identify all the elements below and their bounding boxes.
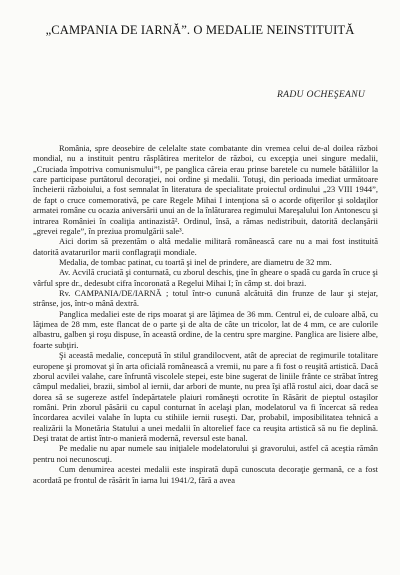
article-title: „CAMPANIA DE IARNĂ”. O MEDALIE NEINSTITUITĂ <box>45 23 355 37</box>
article-author: RADU OCHEŞEANU <box>277 89 366 100</box>
article-body <box>33 143 378 485</box>
paragraph-ribbon: Panglica medaliei este de rips moarat şi are lăţimea de 36 mm. Centrul ei, de culoare albă, cu lăţimea de 28 mm, este flancat de o parte şi de alta de câte un tricolor, lat de 4 mm, ce are culorile albastru, galben şi roşu dispuse, în această ordine, de la centru spre margine. Panglica are lisiere albe, foarte subţiri. <box>33 308 378 350</box>
paragraph-reverse: Rv. CAMPANIA/DE/IARNĂ ; totul într-o cunună alcătuită din frunze de laur şi stejar, strânse, jos, într-o mână dextră. <box>33 288 378 309</box>
paragraph-material: Medalia, de tombac patinat, cu toartă şi inel de prindere, are diametru de 32 mm. <box>59 256 332 267</box>
paragraph-purpose: Aici dorim să prezentăm o altă medalie militară românească care nu a mai fost instituită datorită avatarurilor marii conflagraţii mondiale. <box>33 236 378 257</box>
paragraph-obverse: Av. Acvilă cruciată şi conturnată, cu zborul deschis, ţine în gheare o spadă cu garda în cruce şi vârful spre dr., dedesubt cifra încoronată a Regelui Mihai I; în câmp st. doi brazi. <box>33 267 378 288</box>
paragraph-artistic-analysis: Şi această medalie, concepută în stilul grandilocvent, atât de apreciat de regimurile totalitare europene şi promovat şi în arta oficială românească a vremii, nu pare a fi fost o reuşită artistică. Dacă zborul acvilei valahe, care înfruntă viscolele stepei, este bine sugerat de liniile frânte ce străbat întreg câmpul medaliei, brazii, simbol al iernii, dar arbori de munte, nu prea îşi află rostul aici, doar dacă se dorea să se sugereze astfel îndepărtatele plaiuri româneşti ocrotite în Răsărit de pieptul ostaşilor români. Prin zborul păsării cu capul conturnat în acelaşi plan, modelatorul va fi încercat să redea încordarea acvilei valahe în lupta cu stihiile iernii ruseşti. Dar, probabil, imposibilitatea tehnică a realizării la Monetăria Statului a unei medalii în altorelief face ca reuşita artistică să nu fie deplină. Deşi tratat de artist într-o manieră modernă, reversul este banal. <box>33 350 378 444</box>
paragraph-origin: Cum denumirea acestei medalii este inspirată după cunoscuta decoraţie germană, ce a fost acordată pe frontul de răsărit în iarna lui 1941/2, fără a avea <box>33 464 378 485</box>
paragraph-unknown-artist: Pe medalie nu apar numele sau iniţialele modelatorului şi gravorului, astfel că aceştia rămân pentru noi necunoscuţi. <box>33 443 378 464</box>
paragraph-intro: România, spre deosebire de celelalte state combatante din vremea celui de-al doilea război mondial, nu a instituit pentru răsplătirea meritelor de război, cu excepţia unei singure medalii, „Cruciada împotriva comunismului”¹, pe panglica căreia erau prinse baretele cu numele bătăliilor la care participase purtătorul decoraţiei, noi ordine şi medalii. Totuşi, din perioada imediat următoare încheierii războiului, a fost semnalat în literatura de specialitate proiectul ordinului „23 VIII 1944”, de fapt o cruce comemorativă, pe care Regele Mihai I intenţiona să o acorde ofiţerilor şi soldaţilor armatei române cu ocazia aniversării unui an de la înlăturarea regimului Mareşalului Ion Antonescu şi intrarea României în coaliţia antinazistă². Ordinul, însă, a rămas nedistribuit, datorită declanşării „grevei regale”, în preziua promulgării sale³. <box>33 143 378 236</box>
